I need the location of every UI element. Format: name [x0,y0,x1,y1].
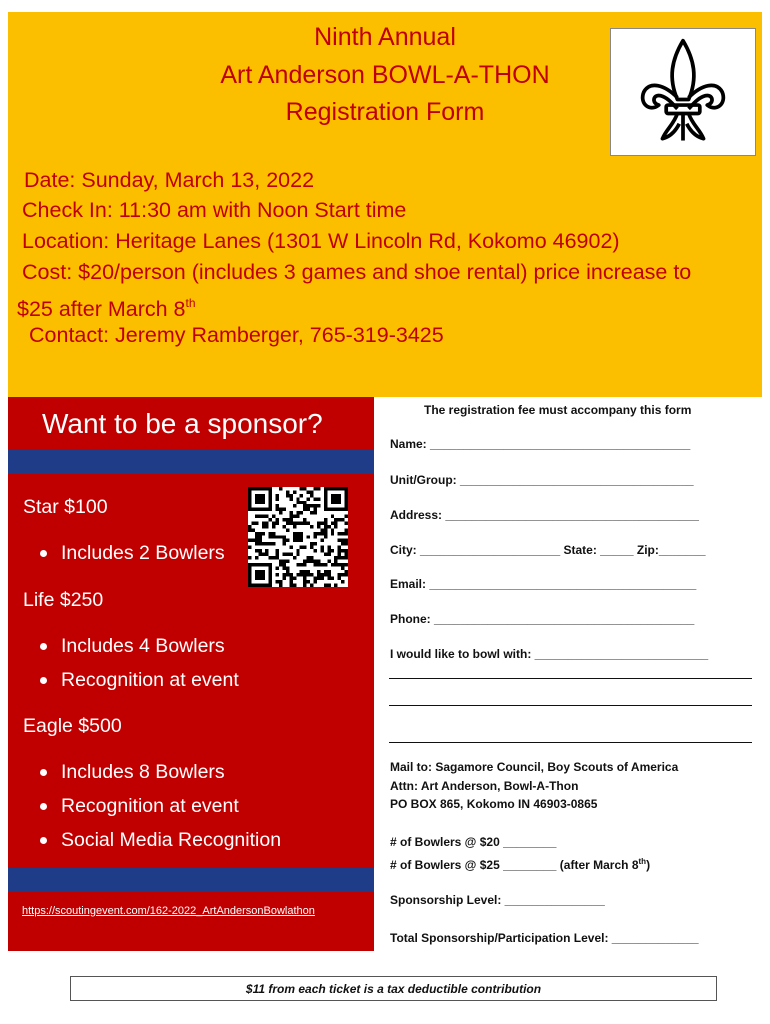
star-bullet-1: Includes 2 Bowlers [40,541,225,565]
sponsor-level-star: Star $100 [23,496,108,518]
mail-to: Mail to: Sagamore Council, Boy Scouts of America [390,760,679,774]
fleur-de-lis-logo [610,28,756,156]
sponsorship-level-field[interactable]: Sponsorship Level: _______________ [390,893,605,907]
event-location: Location: Heritage Lanes (1301 W Lincoln Rd, Kokomo 46902) [22,229,620,253]
cost-increase-text: $25 after March 8 [17,297,186,321]
phone-field[interactable]: Phone: _______________________________________ [390,612,695,626]
tax-note: $11 from each ticket is a tax deductible contribution [245,981,542,996]
sponsor-level-life: Life $250 [23,589,104,611]
bowl-with-field[interactable]: I would like to bowl with: __________________________ [390,647,709,661]
sponsor-level-eagle: Eagle $500 [23,715,122,737]
event-check-in: Check In: 11:30 am with Noon Start time [22,198,407,222]
email-field[interactable]: Email: ________________________________________ [390,577,697,591]
city-state-zip-field[interactable]: City: _____________________ State: _____ Zip:_______ [390,543,706,557]
title-line-2: Art Anderson BOWL-A-THON [220,61,550,89]
bowl-with-line-3[interactable] [389,742,752,743]
title-line-3: Registration Form [285,98,485,126]
bowlers-20-field[interactable]: # of Bowlers @ $20 ________ [390,835,557,849]
bowlers-25-field[interactable]: # of Bowlers @ $25 ________ (after March 8th) [390,857,651,872]
registration-link[interactable]: https://scoutingevent.com/162-2022_ArtAndersonBowlathon [22,905,315,917]
sponsor-title: Want to be a sponsor? [42,408,323,439]
event-cost: Cost: $20/person (includes 3 games and shoe rental) price increase to [22,260,692,284]
qr-code-icon [248,487,348,587]
total-level-field[interactable]: Total Sponsorship/Participation Level: _____________ [390,931,699,945]
mail-po-box: PO BOX 865, Kokomo IN 46903-0865 [390,797,598,811]
event-cost-continued [17,290,196,322]
bowl-with-line-1[interactable] [389,678,752,679]
bowl-with-line-2[interactable] [389,705,752,706]
sponsor-panel [8,397,374,951]
eagle-bullet-2: Recognition at event [40,794,239,818]
unit-group-field[interactable]: Unit/Group: ___________________________________ [390,473,694,487]
title-line-1: Ninth Annual [314,23,456,51]
fleur-de-lis-icon [633,36,733,148]
blue-band-top [8,450,374,474]
name-field[interactable]: Name: _______________________________________ [390,437,691,451]
form-heading: The registration fee must accompany this form [424,403,692,417]
life-bullet-1: Includes 4 Bowlers [40,634,225,658]
eagle-bullet-3: Social Media Recognition [40,828,281,852]
tax-note-box [70,976,717,1001]
blue-band-bottom [8,868,374,892]
qr-code[interactable] [248,487,348,587]
event-contact: Contact: Jeremy Ramberger, 765-319-3425 [29,323,444,347]
event-date: Date: Sunday, March 13, 2022 [24,168,315,192]
life-bullet-2: Recognition at event [40,668,239,692]
eagle-bullet-1: Includes 8 Bowlers [40,760,225,784]
ordinal-suffix: th [185,296,196,310]
mail-attn: Attn: Art Anderson, Bowl-A-Thon [390,779,579,793]
address-field[interactable]: Address: ______________________________________ [390,508,699,522]
